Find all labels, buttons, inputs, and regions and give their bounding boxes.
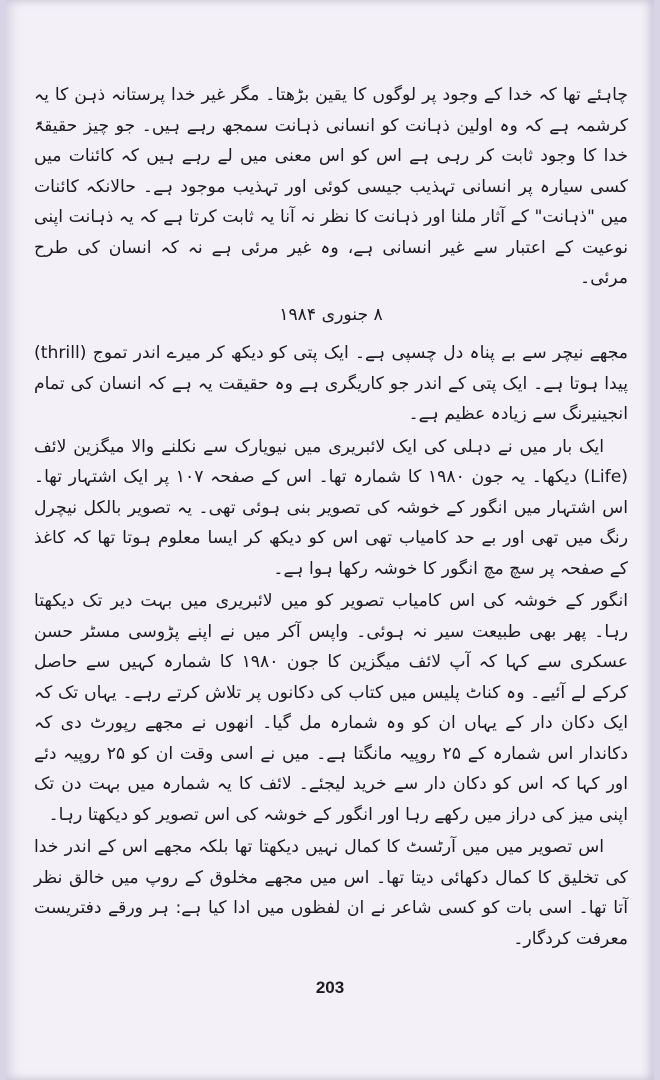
paragraph-5: اس تصویر میں میں آرٹسٹ کا کمال نہیں دیکھتا تھا بلکہ مجھے اس کے اندر خدا کی تخلیق کا کمال دکھائی دیتا تھا۔ اس میں مجھے مخلوق کے روپ میں خالق نظر آتا تھا۔ اسی بات کو کسی شاعر نے ان لفظوں میں ادا کیا ہے: ہر ورقے دفتریست معرفت کردگار۔ — [34, 837, 628, 949]
paragraph-3: ایک بار میں نے دہلی کی ایک لائبریری میں نیویارک سے نکلنے والا میگزین لائف (Life) دیکھا۔ یہ جون ۱۹۸۰ کا شمارہ تھا۔ اس کے صفحہ ۱۰۷ پر ایک اشتہار تھا۔ اس اشتہار میں انگور کے خوشہ کی تصویر بنی ہوئی تھی۔ یہ تصویر بالکل نیچرل رنگ میں تھی اور بے حد کامیاب تھی اس کو دیکھ کر ایسا معلوم ہوتا تھا کہ کاغذ کے صفحہ پر سچ مچ انگور کا خوشہ رکھا ہوا ہے۔ — [34, 436, 628, 579]
page-number: 203 — [315, 978, 345, 997]
date-heading: ۸ جنوری ۱۹۸۴ — [279, 304, 383, 325]
paragraph-4: انگور کے خوشہ کی اس کامیاب تصویر کو میں لائبریری میں بہت دیر تک دیکھتا رہا۔ پھر بھی طبیعت سیر نہ ہوئی۔ واپس آکر میں نے اپنے پڑوسی مسٹر حسن عسکری سے کہا کہ آپ لائف میگزین کا جون ۱۹۸۰ کا شمارہ کہیں سے حاصل کرکے لے آئیے۔ وہ کناٹ پلیس میں کتاب کی دکانوں پر تلاش کرتے رہے۔ یہاں تک کہ ایک دکان دار کے یہاں ان کو وہ شمارہ مل گیا۔ انھوں نے مجھے رپورٹ دی کہ دکاندار اس شمارہ کے ۲۵ روپیہ مانگتا ہے۔ میں نے اسی وقت ان کو ۲۵ روپیہ دئے اور کہا کہ اس کو دکان دار سے خرید لیجئے۔ لائف کا یہ شمارہ میں بہت دن تک اپنی میز کی دراز میں رکھے رہا اور انگور کے خوشہ کی اس تصویر کو دیکھتا رہا۔ — [34, 591, 628, 825]
book-page — [6, 0, 654, 1080]
paragraph-1: چاہئے تھا کہ خدا کے وجود پر لوگوں کا یقین بڑھتا۔ مگر غیر خدا پرستانہ ذہن کا یہ کرشمہ ہے کہ وہ اولین ذہانت کو انسانی ذہانت سمجھ رہے ہیں۔ جو چیز حقیقۃً خدا کا وجود ثابت کر رہی ہے اس کو اس معنی میں لے رہے ہیں کہ کائنات میں کسی سیارہ پر انسانی تہذیب جیسی کوئی اور تہذیب موجود ہے۔ حالانکہ کائنات میں "ذہانت" کے آثار ملنا اور ذہانت کا نظر نہ آنا یہ ثابت کرتا ہے کہ یہ ذہانت اپنی نوعیت کے اعتبار سے غیر انسانی ہے، وہ غیر مرئی ہے نہ کہ انسان کی طرح مرئی۔ — [34, 85, 628, 288]
paragraph-2: مجھے نیچر سے بے پناہ دل چسپی ہے۔ ایک پتی کو دیکھ کر میرے اندر تموج (thrill) پیدا ہوتا ہے۔ ایک پتی کے اندر جو کاریگری ہے وہ حقیقت یہ ہے کہ انسان کی تمام انجینیرنگ سے زیادہ عظیم ہے۔ — [34, 343, 628, 424]
page-body — [34, 80, 628, 954]
